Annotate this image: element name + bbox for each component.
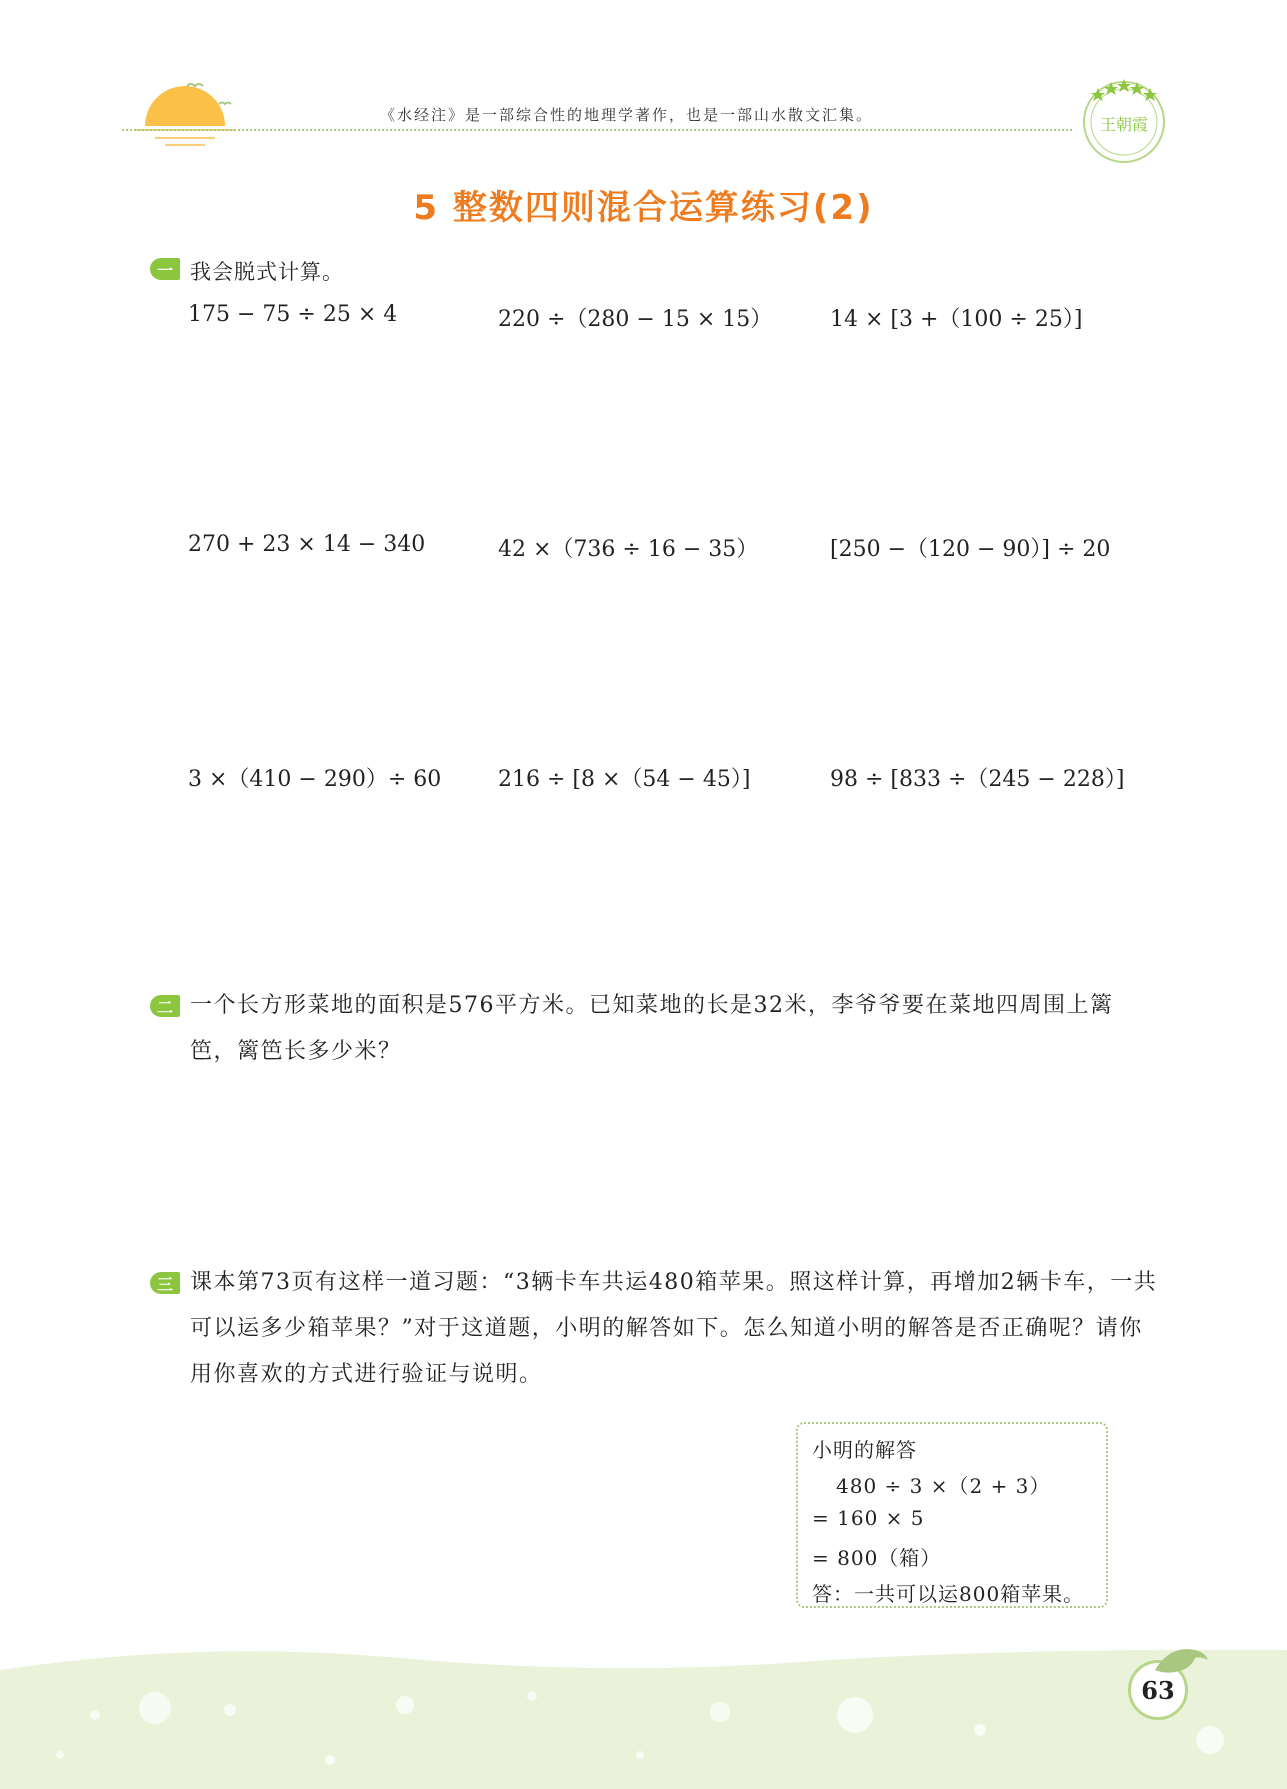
page-number: 63 (1128, 1660, 1188, 1720)
publisher-logo (1078, 74, 1170, 166)
page-title: 5 整数四则混合运算练习(2) (413, 188, 874, 228)
answer-line-4: 答：一共可以运800箱苹果。 (812, 1582, 1085, 1606)
section-1-heading: 我会脱式计算。 (190, 260, 344, 284)
expression-4: 270 + 23 × 14 − 340 (188, 532, 426, 557)
svg-text:王朝霞: 王朝霞 (1099, 115, 1149, 134)
section-badge-1: 一 (150, 258, 180, 280)
section-badge-3: 三 (150, 1272, 180, 1294)
expression-8: 216 ÷ [8 ×（54 − 45）] (498, 767, 751, 792)
expression-1: 175 − 75 ÷ 25 × 4 (188, 302, 398, 327)
section-3-problem: 课本第73页有这样一道习题：“3辆卡车共运480箱苹果。照这样计算，再增加2辆卡车，一共可以运多少箱苹果？”对于这道题，小明的解答如下。怎么知道小明的解答是否正确呢？请你用你喜欢的方式进行验证与说明。 (190, 1270, 1158, 1387)
section-badge-2: 二 (150, 995, 180, 1017)
expression-2: 220 ÷（280 − 15 × 15） (498, 307, 773, 332)
answer-line-1: 480 ÷ 3 ×（2 + 3） (836, 1474, 1051, 1498)
expression-6: [250 −（120 − 90）] ÷ 20 (830, 537, 1111, 562)
expression-3: 14 × [3 +（100 ÷ 25）] (830, 307, 1083, 332)
dolphin-icon (1150, 1640, 1210, 1680)
sun-icon (135, 78, 245, 148)
xiaoming-answer-box (796, 1422, 1108, 1608)
answer-line-3: = 800（箱） (812, 1546, 942, 1570)
answer-line-2: = 160 × 5 (812, 1506, 925, 1530)
expression-5: 42 ×（736 ÷ 16 − 35） (498, 537, 759, 562)
header-quote: 《水经注》是一部综合性的地理学著作，也是一部山水散文汇集。 (380, 106, 874, 124)
ground-decoration (0, 1620, 1287, 1789)
header-divider (122, 129, 1072, 131)
expression-7: 3 ×（410 − 290）÷ 60 (188, 767, 442, 792)
section-2-problem: 一个长方形菜地的面积是576平方米。已知菜地的长是32米，李爷爷要在菜地四周围上篱笆，篱笆长多少米？ (190, 993, 1114, 1064)
answer-box-title: 小明的解答 (812, 1438, 917, 1462)
expression-9: 98 ÷ [833 ÷（245 − 228）] (830, 767, 1125, 792)
